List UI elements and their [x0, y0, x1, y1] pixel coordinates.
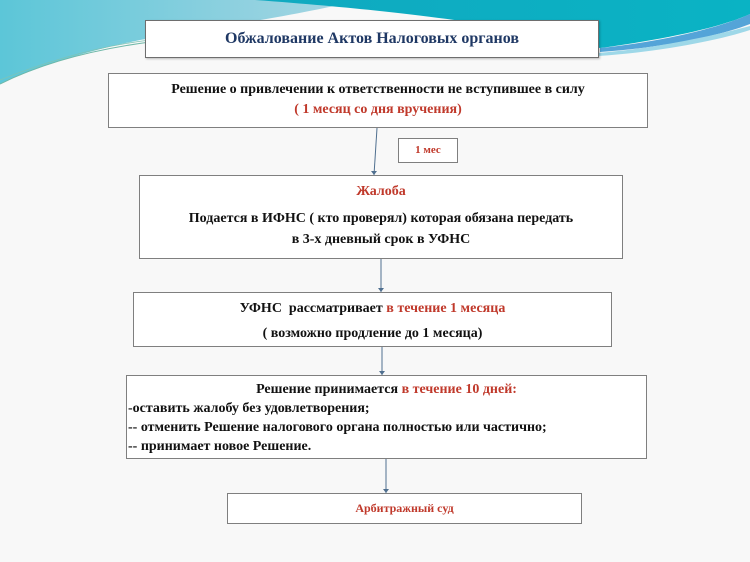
ruling-option: -оставить жалобу без удовлетворения;	[128, 401, 370, 416]
slide-title	[145, 20, 599, 58]
term-label-box	[398, 138, 458, 163]
decision-text: Решение о привлечении к ответственности не вступившее в силу	[171, 82, 585, 97]
complaint-heading: Жалоба	[356, 184, 406, 199]
review-subject: УФНС рассматривает	[239, 301, 387, 316]
ruling-node	[126, 375, 647, 459]
ruling-option: -- отменить Решение налогового органа полностью или частично;	[128, 420, 547, 435]
ruling-heading	[127, 380, 646, 399]
complaint-node	[139, 175, 623, 259]
decision-node	[108, 73, 648, 128]
complaint-text-line1: Подается в ИФНС ( кто проверял) которая обязана передать	[188, 211, 574, 226]
review-deadline: в течение 1 месяца	[386, 301, 506, 316]
court-node	[227, 493, 582, 524]
term-label: 1 мес	[415, 144, 441, 156]
ruling-option: -- принимает новое Решение.	[128, 439, 312, 454]
ruling-heading-text: Решение принимается	[256, 382, 402, 397]
ruling-deadline: в течение 10 дней:	[401, 382, 517, 397]
slide-title-text: Обжалование Актов Налоговых органов	[225, 30, 519, 47]
review-line1	[134, 298, 611, 320]
decision-deadline: ( 1 месяц со дня вручения)	[294, 102, 462, 117]
review-extension: ( возможно продление до 1 месяца)	[262, 326, 483, 341]
review-node	[133, 292, 612, 347]
complaint-text-line2: в 3-х дневный срок в УФНС	[291, 232, 471, 247]
court-label: Арбитражный суд	[355, 501, 454, 515]
